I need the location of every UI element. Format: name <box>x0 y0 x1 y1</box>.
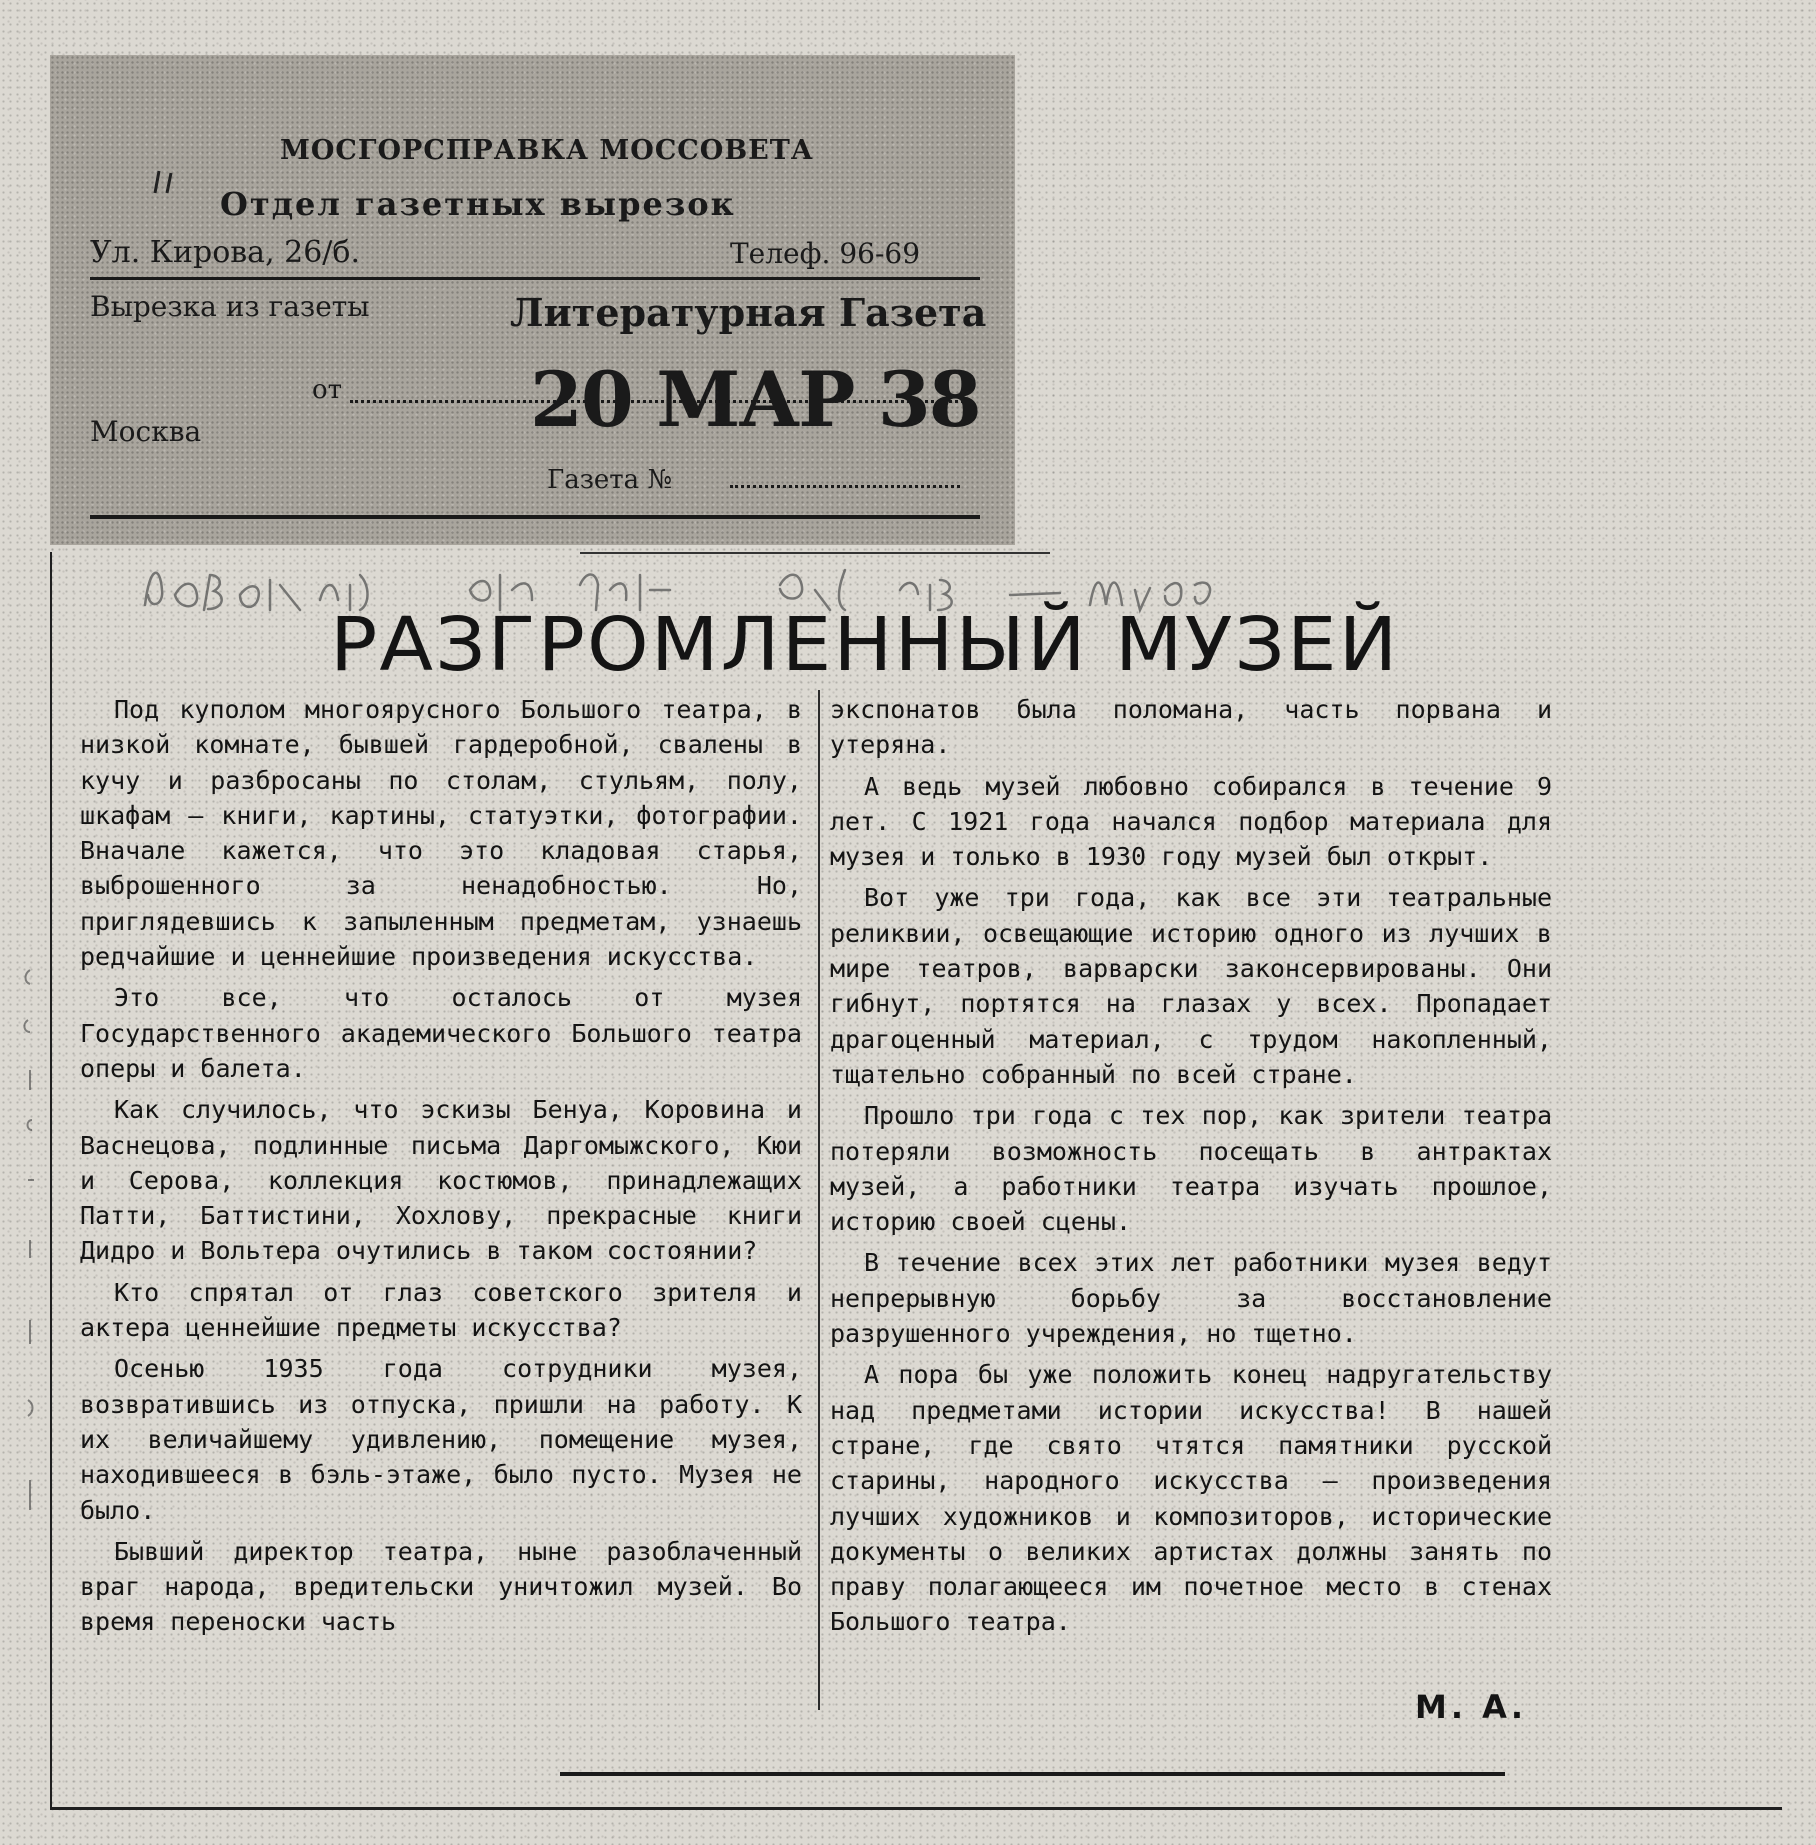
article-paragraph: Прошло три года с тех пор, как зрители театра потеряли возможность посещать в антрактах музей, а работники театра изучать прошлое, историю своей сцены. <box>830 1101 1552 1237</box>
article-paragraph: А ведь музей любовно собирался в течение 9 лет. С 1921 года начался подбор материала для музея и только в 1930 году музей был открыт. <box>830 771 1552 872</box>
article-paragraph: Это все, что осталось от музея Государственного академического Большого театра оперы и балета. <box>80 983 802 1083</box>
article-paragraph: Как случилось, что эскизы Бенуа, Коровина и Васнецова, подлинные письма Даргомыжского, Кюи и Серова, коллекция костюмов, принадлежащих Патти, Баттистини, Хохлову, прекрасные книги Дидро и Вольтера очутились в таком состоянии? <box>80 1095 802 1266</box>
column-divider <box>818 690 820 1710</box>
article-paragraph: В течение всех этих лет работники музея ведут непрерывную борьбу за восстановление разрушенного учреждения, но тщетно. <box>830 1248 1552 1349</box>
article-right-column <box>830 692 1552 1646</box>
article-headline: РАЗГРОМЛЕННЫЙ МУЗЕЙ <box>330 602 1400 688</box>
stamp-newspaper-name: Литературная Газета <box>510 290 987 335</box>
stamp-phone: Телеф. 96-69 <box>730 237 921 270</box>
margin-pencil-marks <box>0 960 48 1600</box>
article-signature: М. А. <box>1415 1688 1528 1726</box>
article-paragraph-continuation: экспонатов была поломана, часть порвана и утеряна. <box>830 695 1552 760</box>
stamp-rule <box>90 277 980 280</box>
article-paragraph: Кто спрятал от глаз советского зрителя и актера ценнейшие предметы искусства? <box>80 1277 802 1343</box>
article-paragraph: Вот уже три года, как все эти театральные реликвии, освещающие историю одного из лучших в мире театров, варварски законсервированы. Они гибнут, портятся на глазах у всех. Пропадает драгоценный материал, с трудом накопленный, тщательно собранный по всей стране. <box>830 883 1552 1089</box>
stamp-department: Отдел газетных вырезок <box>220 185 736 223</box>
stamp-agency: МОСГОРСПРАВКА МОССОВЕТА <box>280 135 814 166</box>
stamp-dotted-line <box>730 485 960 488</box>
article-paragraph: Под куполом многоярусного Большого театра, в низкой комнате, бывшей гардеробной, свалены в кучу и разбросаны по столам, стульям, полу, шкафам — книги, картины, статуэтки, фотографии. Вначале кажется, что это кладовая старья, выброшенного за ненадобностью. Но, приглядевшись к запыленным предметам, узнаешь редчайшие и ценнейшие произведения искусства. <box>80 695 802 972</box>
stamp-address: Ул. Кирова, 26/б. <box>90 235 361 270</box>
article-left-column <box>80 692 802 1646</box>
stamp-issue-label: Газета № <box>547 465 673 495</box>
article-paragraph: А пора бы уже положить конец надругательству над предметами истории искусства! В нашей стране, где свято чтятся памятники русской старины, народного искусства — произведения лучших художников и композиторов, исторические документы о великих артистах должны занять по праву полагающееся им почетное место в стенах Большого театра. <box>830 1360 1552 1637</box>
article-paragraph: Осенью 1935 года сотрудники музея, возвратившись из отпуска, пришли на работу. К их величайшему удивлению, помещение музея, находившееся в бэль-этаже, было пусто. Музея не было. <box>80 1354 802 1525</box>
stamp-rule <box>90 515 980 519</box>
article-bottom-rule <box>560 1772 1505 1776</box>
stamp-clip-label: Вырезка из газеты <box>90 290 370 323</box>
stamp-from-label: от <box>312 375 343 405</box>
stamp-city: Москва <box>90 415 202 448</box>
stamp-date: 20 МАР 38 <box>530 355 980 444</box>
clipping-stamp <box>50 55 1015 545</box>
article-paragraph: Бывший директор театра, ныне разоблаченный враг народа, вредительски уничтожил музей. Во время переноски часть <box>80 1536 802 1637</box>
stamp-mark-icon <box>145 163 185 203</box>
